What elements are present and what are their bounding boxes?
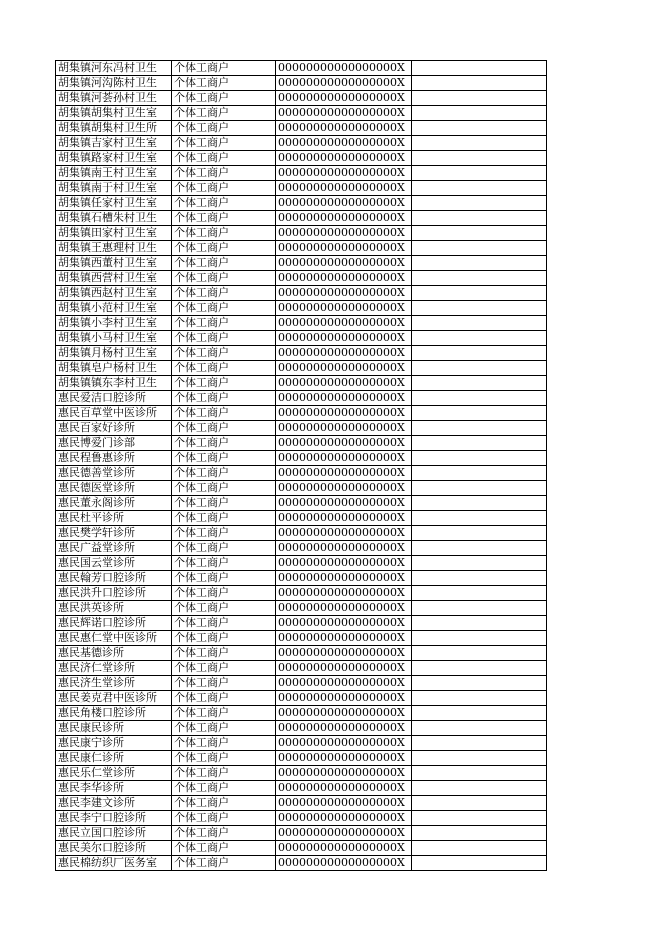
cell-name[interactable]: 胡集镇西董村卫生室	[56, 256, 172, 271]
cell-code[interactable]: 00000000000000000X	[276, 631, 412, 646]
cell-type[interactable]: 个体工商户	[172, 571, 276, 586]
table-row	[56, 781, 547, 796]
cell-code[interactable]: 00000000000000000X	[276, 481, 412, 496]
cell-code[interactable]: 00000000000000000X	[276, 676, 412, 691]
cell-extra[interactable]	[412, 646, 547, 661]
cell-name[interactable]: 胡集镇皂户杨村卫生	[56, 361, 172, 376]
table-body	[56, 61, 547, 871]
table-row	[56, 256, 547, 271]
cell-extra[interactable]	[412, 241, 547, 256]
cell-name[interactable]: 惠民棉纺织厂医务室	[56, 856, 172, 871]
cell-type[interactable]: 个体工商户	[172, 691, 276, 706]
cell-extra[interactable]	[412, 61, 547, 76]
cell-code[interactable]: 00000000000000000X	[276, 91, 412, 106]
cell-name[interactable]: 惠民李宁口腔诊所	[56, 811, 172, 826]
cell-extra[interactable]	[412, 196, 547, 211]
cell-name[interactable]: 惠民杜平诊所	[56, 511, 172, 526]
table-row	[56, 706, 547, 721]
cell-name[interactable]: 胡集镇河东冯村卫生	[56, 61, 172, 76]
cell-extra[interactable]	[412, 91, 547, 106]
cell-extra[interactable]	[412, 841, 547, 856]
cell-code[interactable]: 00000000000000000X	[276, 226, 412, 241]
table-row	[56, 91, 547, 106]
cell-type[interactable]: 个体工商户	[172, 736, 276, 751]
cell-type[interactable]: 个体工商户	[172, 556, 276, 571]
cell-code[interactable]: 00000000000000000X	[276, 691, 412, 706]
table-row	[56, 106, 547, 121]
cell-name[interactable]: 胡集镇南于村卫生室	[56, 181, 172, 196]
cell-code[interactable]: 00000000000000000X	[276, 256, 412, 271]
cell-name[interactable]: 惠民乐仁堂诊所	[56, 766, 172, 781]
table-row	[56, 676, 547, 691]
cell-extra[interactable]	[412, 481, 547, 496]
cell-extra[interactable]	[412, 136, 547, 151]
cell-extra[interactable]	[412, 466, 547, 481]
cell-type[interactable]: 个体工商户	[172, 481, 276, 496]
cell-type[interactable]: 个体工商户	[172, 451, 276, 466]
cell-extra[interactable]	[412, 376, 547, 391]
cell-code[interactable]: 00000000000000000X	[276, 211, 412, 226]
cell-type[interactable]: 个体工商户	[172, 646, 276, 661]
cell-extra[interactable]	[412, 331, 547, 346]
table-row	[56, 151, 547, 166]
cell-code[interactable]: 00000000000000000X	[276, 781, 412, 796]
cell-name[interactable]: 胡集镇石槽朱村卫生	[56, 211, 172, 226]
cell-type[interactable]: 个体工商户	[172, 331, 276, 346]
cell-code[interactable]: 00000000000000000X	[276, 616, 412, 631]
cell-type[interactable]: 个体工商户	[172, 811, 276, 826]
cell-code[interactable]: 00000000000000000X	[276, 61, 412, 76]
cell-code[interactable]: 00000000000000000X	[276, 106, 412, 121]
cell-code[interactable]: 00000000000000000X	[276, 541, 412, 556]
cell-code[interactable]: 00000000000000000X	[276, 736, 412, 751]
cell-code[interactable]: 00000000000000000X	[276, 241, 412, 256]
cell-code[interactable]: 00000000000000000X	[276, 391, 412, 406]
cell-type[interactable]: 个体工商户	[172, 226, 276, 241]
cell-name[interactable]: 惠民博爱门诊部	[56, 436, 172, 451]
cell-extra[interactable]	[412, 526, 547, 541]
cell-name[interactable]: 惠民李建文诊所	[56, 796, 172, 811]
cell-code[interactable]: 00000000000000000X	[276, 856, 412, 871]
cell-name[interactable]: 惠民康仁诊所	[56, 751, 172, 766]
cell-name[interactable]: 惠民百家好诊所	[56, 421, 172, 436]
table-row	[56, 841, 547, 856]
table-row	[56, 856, 547, 871]
cell-name[interactable]: 惠民百草堂中医诊所	[56, 406, 172, 421]
cell-type[interactable]: 个体工商户	[172, 661, 276, 676]
cell-code[interactable]: 00000000000000000X	[276, 316, 412, 331]
cell-code[interactable]: 00000000000000000X	[276, 721, 412, 736]
table-row	[56, 721, 547, 736]
cell-name[interactable]: 胡集镇田家村卫生室	[56, 226, 172, 241]
table-row	[56, 271, 547, 286]
table-row	[56, 376, 547, 391]
cell-name[interactable]: 胡集镇任家村卫生室	[56, 196, 172, 211]
cell-extra[interactable]	[412, 586, 547, 601]
cell-type[interactable]: 个体工商户	[172, 706, 276, 721]
table-row	[56, 121, 547, 136]
cell-code[interactable]: 00000000000000000X	[276, 361, 412, 376]
cell-type[interactable]: 个体工商户	[172, 391, 276, 406]
cell-type[interactable]: 个体工商户	[172, 361, 276, 376]
cell-type[interactable]: 个体工商户	[172, 301, 276, 316]
table-row	[56, 346, 547, 361]
cell-code[interactable]: 00000000000000000X	[276, 466, 412, 481]
cell-type[interactable]: 个体工商户	[172, 406, 276, 421]
cell-name[interactable]: 胡集镇胡集村卫生室	[56, 106, 172, 121]
cell-extra[interactable]	[412, 556, 547, 571]
cell-code[interactable]: 00000000000000000X	[276, 766, 412, 781]
cell-extra[interactable]	[412, 541, 547, 556]
cell-extra[interactable]	[412, 826, 547, 841]
cell-name[interactable]: 惠民樊学轩诊所	[56, 526, 172, 541]
table-row	[56, 811, 547, 826]
cell-code[interactable]: 00000000000000000X	[276, 76, 412, 91]
cell-extra[interactable]	[412, 721, 547, 736]
cell-extra[interactable]	[412, 106, 547, 121]
cell-code[interactable]: 00000000000000000X	[276, 151, 412, 166]
cell-name[interactable]: 惠民翰芳口腔诊所	[56, 571, 172, 586]
cell-code[interactable]: 00000000000000000X	[276, 181, 412, 196]
table-row	[56, 556, 547, 571]
cell-type[interactable]: 个体工商户	[172, 196, 276, 211]
cell-name[interactable]: 惠民洪升口腔诊所	[56, 586, 172, 601]
cell-name[interactable]: 胡集镇小范村卫生室	[56, 301, 172, 316]
table-row	[56, 316, 547, 331]
cell-extra[interactable]	[412, 361, 547, 376]
cell-extra[interactable]	[412, 406, 547, 421]
cell-name[interactable]: 胡集镇镇东李村卫生	[56, 376, 172, 391]
cell-type[interactable]: 个体工商户	[172, 181, 276, 196]
cell-code[interactable]: 00000000000000000X	[276, 376, 412, 391]
table-row	[56, 496, 547, 511]
cell-name[interactable]: 胡集镇月杨村卫生室	[56, 346, 172, 361]
table-row	[56, 511, 547, 526]
cell-extra[interactable]	[412, 451, 547, 466]
cell-extra[interactable]	[412, 391, 547, 406]
cell-type[interactable]: 个体工商户	[172, 136, 276, 151]
cell-type[interactable]: 个体工商户	[172, 766, 276, 781]
table-row	[56, 616, 547, 631]
table-row	[56, 136, 547, 151]
spreadsheet	[55, 60, 547, 871]
cell-type[interactable]: 个体工商户	[172, 436, 276, 451]
table-row	[56, 451, 547, 466]
cell-code[interactable]: 00000000000000000X	[276, 331, 412, 346]
cell-type[interactable]: 个体工商户	[172, 826, 276, 841]
cell-extra[interactable]	[412, 751, 547, 766]
table-row	[56, 286, 547, 301]
cell-type[interactable]: 个体工商户	[172, 751, 276, 766]
cell-extra[interactable]	[412, 316, 547, 331]
table-row	[56, 76, 547, 91]
cell-extra[interactable]	[412, 226, 547, 241]
cell-type[interactable]: 个体工商户	[172, 781, 276, 796]
cell-code[interactable]: 00000000000000000X	[276, 556, 412, 571]
table-row	[56, 631, 547, 646]
cell-type[interactable]: 个体工商户	[172, 76, 276, 91]
cell-code[interactable]: 00000000000000000X	[276, 511, 412, 526]
cell-extra[interactable]	[412, 616, 547, 631]
table-row	[56, 646, 547, 661]
cell-extra[interactable]	[412, 811, 547, 826]
table-row	[56, 751, 547, 766]
table-row	[56, 796, 547, 811]
cell-name[interactable]: 惠民康宁诊所	[56, 736, 172, 751]
cell-code[interactable]: 00000000000000000X	[276, 421, 412, 436]
cell-type[interactable]: 个体工商户	[172, 466, 276, 481]
cell-extra[interactable]	[412, 571, 547, 586]
cell-type[interactable]: 个体工商户	[172, 151, 276, 166]
cell-code[interactable]: 00000000000000000X	[276, 646, 412, 661]
table-row	[56, 691, 547, 706]
cell-name[interactable]: 惠民基德诊所	[56, 646, 172, 661]
table-row	[56, 406, 547, 421]
cell-name[interactable]: 胡集镇河沟陈村卫生	[56, 76, 172, 91]
cell-code[interactable]: 00000000000000000X	[276, 571, 412, 586]
cell-name[interactable]: 惠民角楼口腔诊所	[56, 706, 172, 721]
cell-type[interactable]: 个体工商户	[172, 421, 276, 436]
cell-extra[interactable]	[412, 601, 547, 616]
table-row	[56, 331, 547, 346]
cell-type[interactable]: 个体工商户	[172, 106, 276, 121]
cell-type[interactable]: 个体工商户	[172, 166, 276, 181]
table-row	[56, 526, 547, 541]
table-row	[56, 586, 547, 601]
cell-code[interactable]: 00000000000000000X	[276, 121, 412, 136]
cell-code[interactable]: 00000000000000000X	[276, 661, 412, 676]
cell-type[interactable]: 个体工商户	[172, 91, 276, 106]
cell-extra[interactable]	[412, 166, 547, 181]
table-row	[56, 661, 547, 676]
cell-code[interactable]: 00000000000000000X	[276, 196, 412, 211]
cell-name[interactable]: 胡集镇胡集村卫生所	[56, 121, 172, 136]
cell-extra[interactable]	[412, 781, 547, 796]
cell-type[interactable]: 个体工商户	[172, 511, 276, 526]
cell-extra[interactable]	[412, 151, 547, 166]
cell-code[interactable]: 00000000000000000X	[276, 601, 412, 616]
cell-code[interactable]: 00000000000000000X	[276, 811, 412, 826]
table-row	[56, 601, 547, 616]
cell-name[interactable]: 惠民美尔口腔诊所	[56, 841, 172, 856]
data-table	[55, 60, 547, 871]
cell-name[interactable]: 惠民济仁堂诊所	[56, 661, 172, 676]
cell-extra[interactable]	[412, 856, 547, 871]
cell-extra[interactable]	[412, 346, 547, 361]
cell-type[interactable]: 个体工商户	[172, 796, 276, 811]
cell-name[interactable]: 惠民立国口腔诊所	[56, 826, 172, 841]
cell-extra[interactable]	[412, 706, 547, 721]
cell-extra[interactable]	[412, 496, 547, 511]
cell-name[interactable]: 惠民爱洁口腔诊所	[56, 391, 172, 406]
cell-type[interactable]: 个体工商户	[172, 271, 276, 286]
table-row	[56, 391, 547, 406]
cell-type[interactable]: 个体工商户	[172, 526, 276, 541]
cell-name[interactable]: 胡集镇南王村卫生室	[56, 166, 172, 181]
cell-name[interactable]: 惠民广益堂诊所	[56, 541, 172, 556]
cell-name[interactable]: 惠民董永阁诊所	[56, 496, 172, 511]
cell-name[interactable]: 惠民德医堂诊所	[56, 481, 172, 496]
cell-code[interactable]: 00000000000000000X	[276, 796, 412, 811]
table-row	[56, 766, 547, 781]
cell-name[interactable]: 胡集镇小马村卫生室	[56, 331, 172, 346]
cell-name[interactable]: 惠民康民诊所	[56, 721, 172, 736]
cell-name[interactable]: 惠民姜克君中医诊所	[56, 691, 172, 706]
table-row	[56, 421, 547, 436]
cell-code[interactable]: 00000000000000000X	[276, 586, 412, 601]
cell-code[interactable]: 00000000000000000X	[276, 751, 412, 766]
cell-extra[interactable]	[412, 676, 547, 691]
cell-code[interactable]: 00000000000000000X	[276, 451, 412, 466]
cell-name[interactable]: 胡集镇河荟孙村卫生	[56, 91, 172, 106]
cell-code[interactable]: 00000000000000000X	[276, 526, 412, 541]
cell-name[interactable]: 惠民李华诊所	[56, 781, 172, 796]
cell-type[interactable]: 个体工商户	[172, 541, 276, 556]
cell-extra[interactable]	[412, 766, 547, 781]
cell-code[interactable]: 00000000000000000X	[276, 286, 412, 301]
table-row	[56, 211, 547, 226]
cell-extra[interactable]	[412, 301, 547, 316]
cell-name[interactable]: 惠民济生堂诊所	[56, 676, 172, 691]
table-row	[56, 241, 547, 256]
cell-code[interactable]: 00000000000000000X	[276, 301, 412, 316]
table-row	[56, 61, 547, 76]
cell-name[interactable]: 胡集镇西赵村卫生室	[56, 286, 172, 301]
cell-code[interactable]: 00000000000000000X	[276, 841, 412, 856]
cell-name[interactable]: 惠民洪英诊所	[56, 601, 172, 616]
table-row	[56, 301, 547, 316]
cell-type[interactable]: 个体工商户	[172, 256, 276, 271]
cell-type[interactable]: 个体工商户	[172, 586, 276, 601]
cell-code[interactable]: 00000000000000000X	[276, 436, 412, 451]
cell-type[interactable]: 个体工商户	[172, 211, 276, 226]
table-row	[56, 196, 547, 211]
cell-type[interactable]: 个体工商户	[172, 346, 276, 361]
cell-type[interactable]: 个体工商户	[172, 856, 276, 871]
cell-extra[interactable]	[412, 796, 547, 811]
table-row	[56, 826, 547, 841]
cell-code[interactable]: 00000000000000000X	[276, 166, 412, 181]
cell-name[interactable]: 惠民德善堂诊所	[56, 466, 172, 481]
cell-type[interactable]: 个体工商户	[172, 841, 276, 856]
cell-extra[interactable]	[412, 736, 547, 751]
cell-name[interactable]: 胡集镇小李村卫生室	[56, 316, 172, 331]
cell-extra[interactable]	[412, 256, 547, 271]
cell-type[interactable]: 个体工商户	[172, 721, 276, 736]
cell-name[interactable]: 胡集镇王惠理村卫生	[56, 241, 172, 256]
cell-extra[interactable]	[412, 436, 547, 451]
cell-extra[interactable]	[412, 421, 547, 436]
cell-extra[interactable]	[412, 271, 547, 286]
cell-code[interactable]: 00000000000000000X	[276, 826, 412, 841]
cell-type[interactable]: 个体工商户	[172, 61, 276, 76]
cell-type[interactable]: 个体工商户	[172, 316, 276, 331]
cell-type[interactable]: 个体工商户	[172, 631, 276, 646]
table-row	[56, 571, 547, 586]
cell-name[interactable]: 惠民程鲁惠诊所	[56, 451, 172, 466]
cell-type[interactable]: 个体工商户	[172, 121, 276, 136]
cell-name[interactable]: 胡集镇路家村卫生室	[56, 151, 172, 166]
table-row	[56, 466, 547, 481]
cell-code[interactable]: 00000000000000000X	[276, 136, 412, 151]
cell-type[interactable]: 个体工商户	[172, 496, 276, 511]
cell-extra[interactable]	[412, 76, 547, 91]
cell-extra[interactable]	[412, 691, 547, 706]
cell-name[interactable]: 胡集镇西营村卫生室	[56, 271, 172, 286]
table-row	[56, 481, 547, 496]
cell-code[interactable]: 00000000000000000X	[276, 496, 412, 511]
cell-code[interactable]: 00000000000000000X	[276, 271, 412, 286]
cell-extra[interactable]	[412, 211, 547, 226]
table-row	[56, 226, 547, 241]
cell-name[interactable]: 惠民辉诺口腔诊所	[56, 616, 172, 631]
cell-type[interactable]: 个体工商户	[172, 676, 276, 691]
cell-name[interactable]: 惠民惠仁堂中医诊所	[56, 631, 172, 646]
cell-name[interactable]: 惠民国云堂诊所	[56, 556, 172, 571]
cell-code[interactable]: 00000000000000000X	[276, 346, 412, 361]
table-row	[56, 736, 547, 751]
cell-extra[interactable]	[412, 511, 547, 526]
table-row	[56, 166, 547, 181]
cell-type[interactable]: 个体工商户	[172, 601, 276, 616]
cell-name[interactable]: 胡集镇吉家村卫生室	[56, 136, 172, 151]
table-row	[56, 361, 547, 376]
cell-type[interactable]: 个体工商户	[172, 616, 276, 631]
cell-code[interactable]: 00000000000000000X	[276, 706, 412, 721]
cell-extra[interactable]	[412, 181, 547, 196]
cell-extra[interactable]	[412, 286, 547, 301]
cell-type[interactable]: 个体工商户	[172, 376, 276, 391]
table-row	[56, 541, 547, 556]
table-row	[56, 181, 547, 196]
cell-code[interactable]: 00000000000000000X	[276, 406, 412, 421]
cell-type[interactable]: 个体工商户	[172, 241, 276, 256]
table-row	[56, 436, 547, 451]
cell-extra[interactable]	[412, 631, 547, 646]
cell-extra[interactable]	[412, 661, 547, 676]
cell-type[interactable]: 个体工商户	[172, 286, 276, 301]
cell-extra[interactable]	[412, 121, 547, 136]
